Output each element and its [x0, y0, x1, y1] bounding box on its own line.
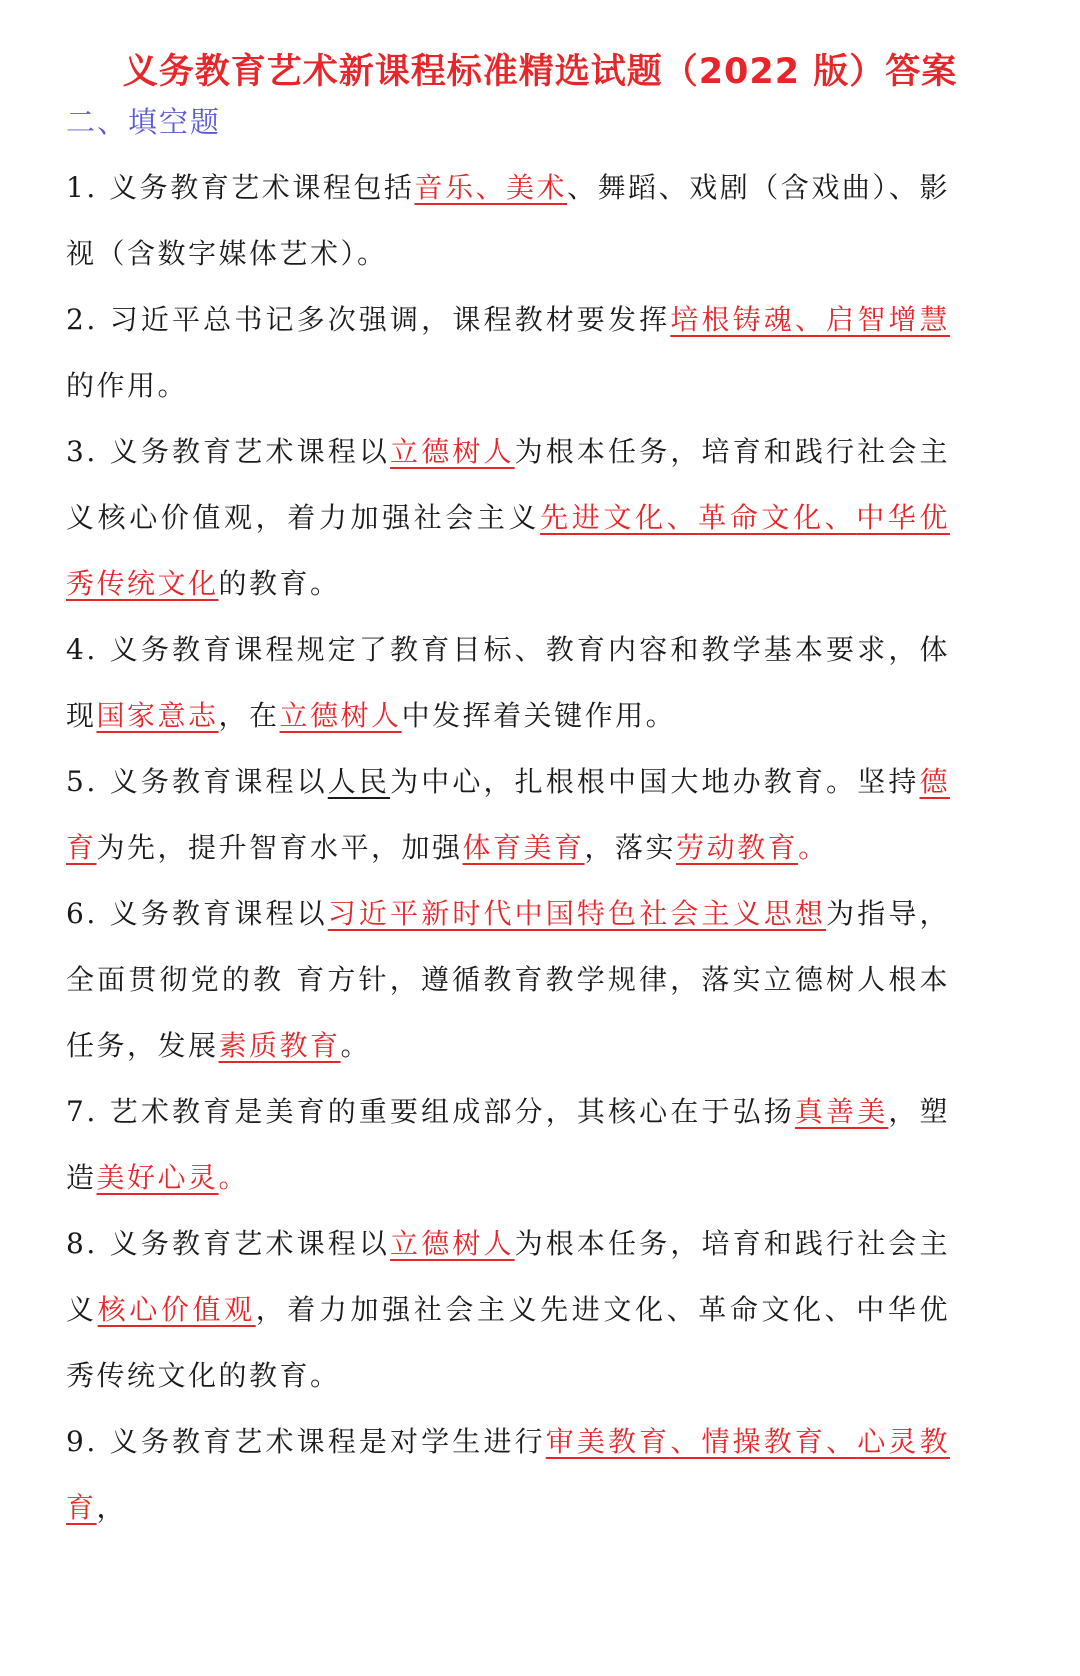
question-text: ，在 — [218, 699, 280, 732]
answer-text: 立德树人 — [279, 699, 402, 732]
question-text: 。 — [340, 1029, 372, 1062]
question-text: 5. 义务教育课程以 — [66, 765, 328, 798]
question-item — [66, 419, 950, 617]
question-list — [66, 155, 950, 1541]
answer-text: 核心价值观 — [97, 1293, 256, 1326]
question-item — [66, 881, 950, 1079]
answer-text: 德育 — [66, 765, 950, 864]
answer-text: 劳动教育 — [676, 831, 799, 864]
answer-text: 、 — [794, 303, 827, 336]
question-text: ，落实 — [584, 831, 677, 864]
question-text: 6. 义务教育课程以 — [66, 897, 328, 930]
underlined-text: 人民 — [327, 765, 391, 798]
question-text: ，塑造 — [66, 1095, 950, 1194]
question-item — [66, 617, 950, 749]
question-text: 2. 习近平总书记多次强调，课程教材要发挥 — [66, 303, 671, 336]
answer-text: 体育美育 — [462, 831, 585, 864]
answer-text: 真善美 — [794, 1095, 889, 1128]
answer-text: 审美教育 — [545, 1425, 671, 1458]
answer-text: 、 — [666, 501, 699, 534]
answer-text: 美好心灵 — [96, 1161, 219, 1194]
question-text: 8. 义务教育艺术课程以 — [66, 1227, 391, 1260]
question-text: 为根本任务，培育和践行社会主义 — [66, 1227, 950, 1326]
answer-text: 习近平新时代中国特色社会主义思想 — [327, 897, 827, 930]
answer-text: 心灵教育 — [66, 1425, 950, 1524]
answer-text: 音乐 — [414, 171, 476, 204]
answer-text: 素质教育 — [218, 1029, 341, 1062]
answer-text: 立德树人 — [390, 435, 515, 468]
answer-text: 革命文化 — [698, 501, 825, 534]
answer-text: 情操教育 — [701, 1425, 827, 1458]
answer-text: 立德树人 — [390, 1227, 515, 1260]
document-title: 义务教育艺术新课程标准精选试题（2022 版）答案 — [122, 52, 958, 92]
question-text: 。 — [798, 831, 829, 864]
question-item — [66, 155, 950, 287]
section-heading: 二、填空题 — [66, 105, 222, 139]
question-text: 中发挥着关键作用。 — [401, 699, 677, 732]
answer-text: 启智增慧 — [826, 303, 950, 336]
question-text: 1. 义务教育艺术课程包括 — [66, 171, 415, 204]
question-text: 为中心，扎根根中国大地办教育。坚持 — [390, 765, 920, 798]
answer-text: 、 — [826, 1425, 858, 1458]
question-text: 。 — [218, 1161, 250, 1194]
answer-text: 中华优秀传统文化 — [66, 501, 950, 600]
answer-text: 、 — [670, 1425, 702, 1458]
answer-text: 美术 — [506, 171, 568, 204]
answer-text: 国家意志 — [96, 699, 219, 732]
question-text: 的教育。 — [218, 567, 341, 600]
question-item — [66, 1211, 950, 1409]
question-text: ， — [96, 1491, 128, 1524]
question-text: 4. 义务教育课程规定了教育目标、教育内容和教学基本要求，体现 — [66, 633, 950, 732]
question-item — [66, 287, 950, 419]
question-text: 为指导，全面贯彻党的教 育方针，遵循教育教学规律，落实立德树人根本任务，发展 — [66, 897, 950, 1062]
question-text: 为根本任务，培育和践行社会主义核心价值观，着力加强社会主义 — [66, 435, 950, 534]
question-text: 为先，提升智育水平，加强 — [96, 831, 463, 864]
answer-text: 培根铸魂 — [670, 303, 795, 336]
question-text: 9. 义务教育艺术课程是对学生进行 — [66, 1425, 546, 1458]
question-text: 、舞蹈、戏剧（含戏曲）、影视（含数字媒体艺术）。 — [66, 171, 950, 270]
answer-text: 、 — [475, 171, 507, 204]
answer-text: 先进文化 — [540, 501, 667, 534]
question-item — [66, 1079, 950, 1211]
answer-text: 、 — [824, 501, 857, 534]
question-text: 3. 义务教育艺术课程以 — [66, 435, 391, 468]
question-text: ，着力加强社会主义先进文化、革命文化、中华优秀传统文化的教育。 — [66, 1293, 950, 1392]
question-text: 7. 艺术教育是美育的重要组成部分，其核心在于弘扬 — [66, 1095, 795, 1128]
question-item — [66, 1409, 950, 1541]
question-item — [66, 749, 950, 881]
question-text: 的作用。 — [66, 369, 189, 402]
